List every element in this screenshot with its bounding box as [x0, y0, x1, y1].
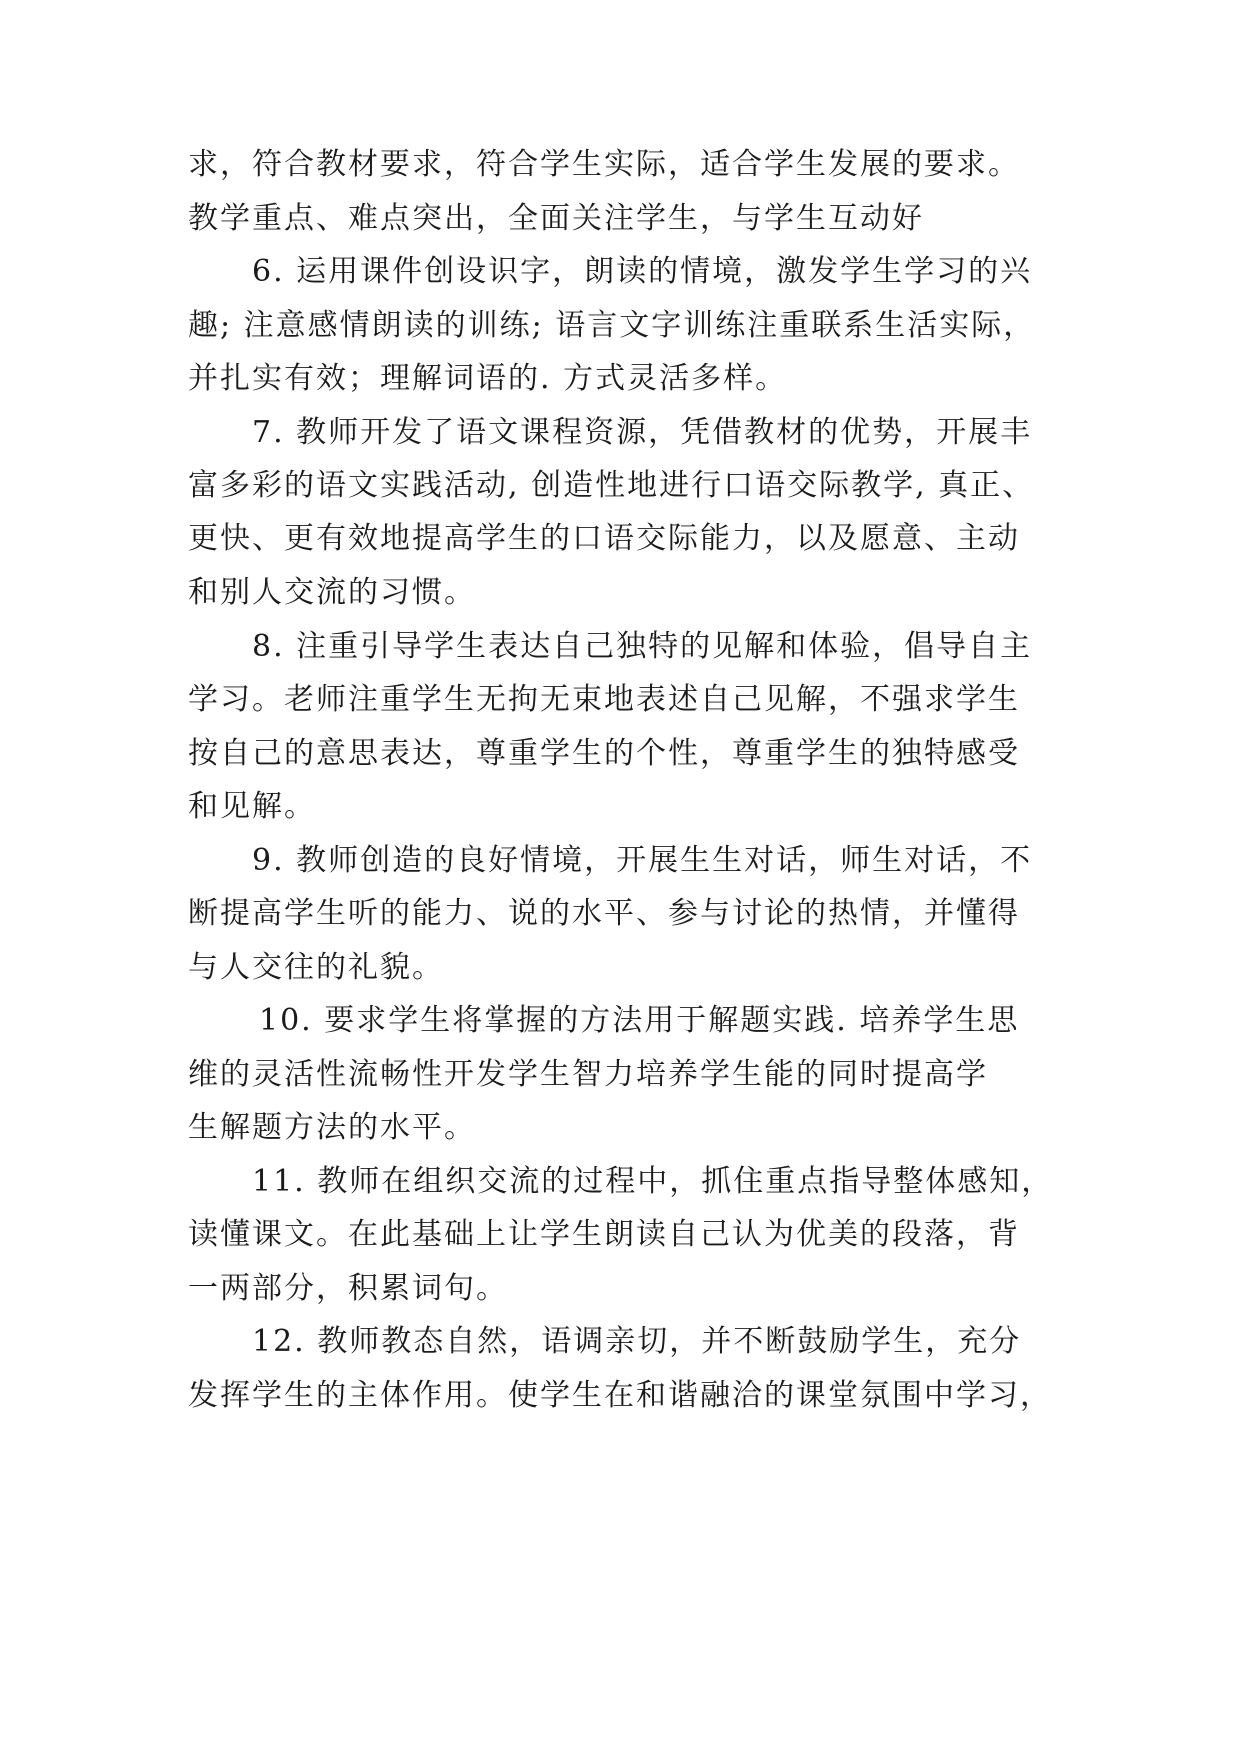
text-line: 求，符合教材要求，符合学生实际，适合学生发展的要求。 [188, 147, 1020, 182]
text-line: 和见解。 [188, 789, 316, 824]
text-line: 富多彩的语文实践活动, 创造性地进行口语交际教学, 真正、 [188, 468, 1035, 503]
text-line: 维的灵活性流畅性开发学生智力培养学生能的同时提高学 [188, 1057, 988, 1092]
text-line: 12. 教师教态自然，语调亲切，并不断鼓励学生，充分 [252, 1324, 1022, 1359]
text-line: 学习。老师注重学生无拘无束地表述自己见解，不强求学生 [188, 682, 1020, 717]
text-line: 11. 教师在组织交流的过程中，抓住重点指导整体感知， [252, 1164, 1054, 1199]
text-line: 与人交往的礼貌。 [188, 950, 444, 985]
text-line: 生解题方法的水平。 [188, 1110, 476, 1145]
text-line: 趣; 注意感情朗读的训练; 语言文字训练注重联系生活实际， [188, 308, 1036, 343]
text-line: 8. 注重引导学生表达自己独特的见解和体验，倡导自主 [252, 629, 1033, 664]
text-line: 6. 运用课件创设识字，朗读的情境，激发学生学习的兴 [252, 254, 1033, 289]
text-line: 一两部分，积累词句。 [188, 1271, 508, 1306]
text-line: 按自己的意思表达，尊重学生的个性，尊重学生的独特感受 [188, 736, 1020, 771]
text-line: 更快、更有效地提高学生的口语交际能力，以及愿意、主动 [188, 521, 1020, 556]
text-line: 7. 教师开发了语文课程资源，凭借教材的优势，开展丰 [252, 415, 1033, 450]
text-line: 断提高学生听的能力、说的水平、参与讨论的热情，并懂得 [188, 896, 1020, 931]
text-line: 教学重点、难点突出，全面关注学生，与学生互动好 [188, 201, 924, 236]
text-line: 10. 要求学生将掌握的方法用于解题实践. 培养学生思 [259, 1003, 1020, 1038]
text-line: 发挥学生的主体作用。使学生在和谐融洽的课堂氛围中学习， [188, 1378, 1052, 1413]
text-line: 读懂课文。在此基础上让学生朗读自己认为优美的段落，背 [188, 1217, 1020, 1252]
text-line: 和别人交流的习惯。 [188, 575, 476, 610]
text-line: 9. 教师创造的良好情境，开展生生对话，师生对话，不 [252, 843, 1033, 878]
text-line: 并扎实有效；理解词语的. 方式灵活多样。 [188, 361, 788, 396]
